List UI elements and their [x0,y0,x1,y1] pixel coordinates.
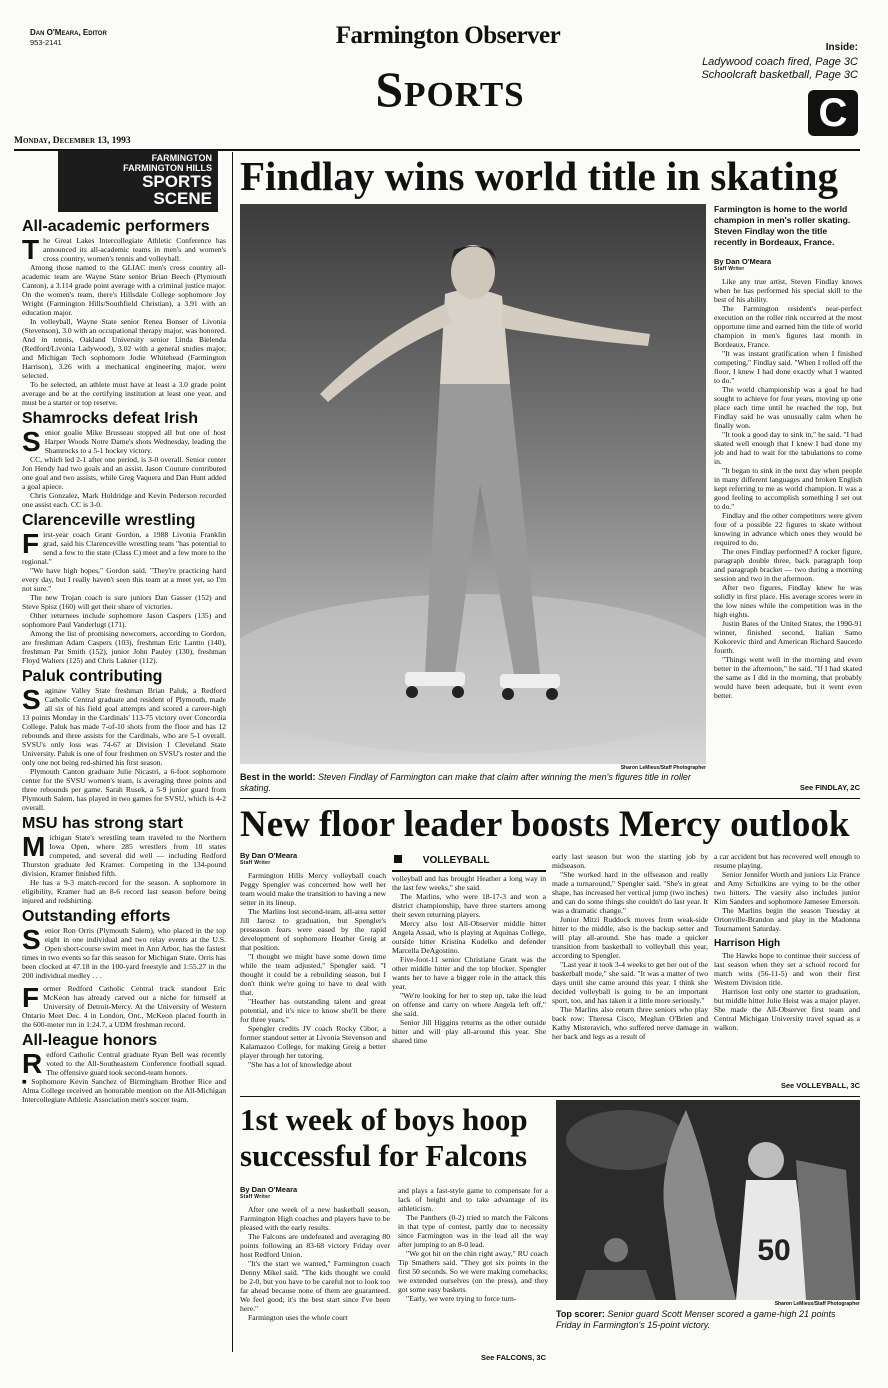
column-divider [232,152,233,1352]
skating-headline: Findlay wins world title in skating [240,153,839,199]
volleyball-label-bar [392,855,546,872]
paragraph: To be selected, an athlete must have at least a 3.0 grade point average and be at the certifying institution at least one year, and must be a starter or top reserve. [22,380,226,407]
brief-msu [22,815,226,905]
brief-headline: Paluk contributing [22,668,163,685]
paragraph: The Falcons are undefeated and averaging 80 points following an 83-68 victory Friday over host Redford Union. [240,1232,390,1259]
volleyball-label: VOLLEYBALL [422,855,490,866]
brief-body [22,428,226,509]
basketball-illustration [556,1100,860,1300]
mercy-byline: By Dan O'Meara [240,852,298,860]
skating-caption [240,772,706,794]
mercy-headline: New floor leader boosts Mercy outlook [240,804,850,845]
brief-body [22,833,226,905]
mercy-col-3 [552,852,708,1087]
paragraph: he Great Lakes Intercollegiate Athletic Conference has announced its all-academic teams in men's and women's cross country, women's tennis and volleyball. [43,236,226,263]
paragraph: CC, which led 2-1 after one period, is 3-0 overall. Senior center Jon Hendy had two goals and an assist. Jason Couture contributed one goal and two assists, while Greg Vaquera and Dan Hunt added a goal apiece. [22,455,226,491]
brief-academic [22,218,226,407]
hoop-photo [556,1100,860,1300]
mercy-col-4 [714,852,860,1077]
paragraph: "It was instant gratification when I finished competing," Findlay said. "When I rolled off the floor, I knew I had done exactly what I wanted to do." [714,349,862,385]
caption-text: Steven Findlay of Farmington can make that claim after winning the men's figures title in roller skating. [240,772,691,793]
drop-cap: F [22,982,40,1013]
caption-text: Senior guard Scott Menser scored a game-high 21 points Friday in Farmington's 15-point victory. [556,1309,836,1330]
paragraph: The ones Findlay performed? A rocker figure, paragraph double three, back paragraph loop and paragraph bracket — two during a morning session and two in the afternoon. [714,547,862,583]
section-name: Sports [375,61,525,117]
paragraph: ormer Redford Catholic Central track standout Eric McKeon has already carved out a niche for himself at University of Detroit-Mercy. At the University of Western Ontario Meet Dec. 4 in London, Ont., McKeon placed fourth in the 600-meter run in 1:24.7, a UDM freshman record. [22,984,226,1029]
paragraph: Among those named to the GLIAC men's cross country all-academic team are Wayne State senior Brian Beech (Plymouth Canton), a 3.114 grade point average with a criminal justice major. On the women's team, there's Hillsdale College sophomore Joy Wright (Farmington Hills/Southfield Christian), a 3.91 with an education major. [22,263,226,317]
brief-headline: Clarenceville wrestling [22,512,196,529]
paragraph: The Farmington resident's near-perfect execution on the roller rink occurred at the most opportune time and earned him the title of world champion in men's figures last month in Bordeaux, France. [714,304,862,349]
hoop-byline-role: Staff Writer [240,1194,271,1200]
paragraph: Five-foot-11 senior Christiane Grant was the other middle hitter and the top blocker. Spengler wants her to have a bigger role in the attack this year. [392,955,546,991]
inside-item-1: Ladywood coach fired, Page 3C [702,56,858,68]
paragraph: The Marlins begin the season Tuesday at Ortonville-Brandon and play in the Madonna Tournament Saturday. [714,906,860,933]
masthead-date: Monday, December 13, 1993 [14,136,131,146]
mercy-see-jump[interactable]: See VOLLEYBALL, 3C [780,1081,860,1090]
scene-line-1: FARMINGTON [151,153,212,163]
skating-see-jump[interactable]: See FINDLAY, 2C [799,783,860,792]
masthead [0,0,888,150]
paragraph: "She worked hard in the offseason and really made a turnaround," Spengler said. "She's in great shape, has increased her vertical jump (two inches) and can do some things she couldn't do last year. It was a dramatic change." [552,870,708,915]
brief-headline: MSU has strong start [22,815,183,832]
brief-headline: Shamrocks defeat Irish [22,410,199,427]
hoop-headline-1: 1st week of boys hoop [240,1102,528,1137]
square-bullet-icon [394,855,402,863]
scene-line-4: SCENE [153,189,212,208]
skating-byline-role: Staff Writer [714,266,745,272]
paragraph: The Panthers (0-2) tried to match the Falcons in that type of contest, partly due to necessity since Farmington was in the lead all the way after jumping to an 8-0 lead. [398,1213,548,1249]
paragraph: After two figures, Findlay knew he was solidly in first place. His average scores were in the low nines while the competition was in the high eights. [714,583,862,619]
paragraph: In volleyball, Wayne State senior Renea Bonser of Livonia (Stevenson), 3.0 with an occupational therapy major, was honored. And in tennis, Oakland University senior Linda Bielenda (Redford/Livonia Ladywood), 3.02 with a general studies major, and Michigan Tech sophomore Jodie Whitehead (Farmington Harrison), 3.26 with a mechanical engineering major, were selected. [22,317,226,380]
brief-headline: All-academic performers [22,218,210,235]
paragraph: The Marlins lost second-team, all-area setter Jill Jarosz to graduation, but Spengler's preseason fears were eased by the rapid development of sophomore Heather Greig at that position. [240,907,386,952]
drop-cap: M [22,831,46,862]
paragraph: Among the list of promising newcomers, according to Gordon, are freshman Adam Caspers (103), freshman Eric Lantto (140), freshman Pat Smith (152), junior John Pauley (130), freshman Floyd Walters (125) and Chris Lakner (112). [22,629,226,665]
drop-cap: S [22,684,41,715]
mercy-col-1 [240,852,386,1087]
brief-body [22,926,226,980]
paragraph: Senior Jennifer Worth and juniors Liz France and Amy Schulkins are vying to be the other two hitters. The varsity also includes junior Kim Sanders and sophomore Jamesee Emerson. [714,870,860,906]
paragraph: Senior Jill Higgins returns as the other outside hitter and will play all-around this year. She shared time [392,1018,546,1045]
skating-byline: By Dan O'Meara [714,257,772,266]
paragraph: Junior Mitzi Ruddock moves from weak-side hitter to the middle, also is the backup setter and will play all-around. She has made a quicker transition from basketball to volleyball this year, according to Spengler. [552,915,708,960]
paragraph: ichigan State's wrestling team traveled to the Northern Iowa Open, where 285 wrestlers from 10 states competed, and several did well — including Redford Thurston graduate Jed Kramer. Competing in the 134-pound division, Kramer finished fifth. [22,833,226,878]
paragraph: Spengler credits JV coach Rocky Cibor, a former standout setter at Livonia Stevenson and Kalamazoo College, for making Greig a better player through her tutoring. [240,1024,386,1060]
paper-name: Farmington Observer [335,22,561,49]
brief-headline: Outstanding efforts [22,908,171,925]
paragraph: "It began to sink in the next day when people in many different languages and broken English kept referring to me as world champion. It was a good feeling to accomplish something I set out to do." [714,466,862,511]
brief-paluk [22,668,226,812]
hoop-headline-2: successful for Falcons [240,1138,528,1173]
paragraph: "Heather has outstanding talent and great potential, and it's nice to know she'll be there for three years." [240,997,386,1024]
skating-deck: Farmington is home to the world champion in men's roller skating. Steven Findlay won the title recently in Bordeaux, France. [714,204,851,247]
paragraph: "Early, we were trying to force turn- [406,1294,517,1303]
drop-cap: T [22,234,40,265]
paragraph: Other returnees include sophomore Jason Caspers (135) and sophomore Paul Vanderlugt (171). [22,611,226,629]
harrison-subhead: Harrison High [714,938,781,949]
drop-cap: F [22,528,40,559]
section-rule [240,798,860,799]
section-rule [240,1096,860,1097]
brief-shamrocks [22,410,226,509]
paragraph: ■ Sophomore Kevin Sanchez of Birmingham Brother Rice and Alma College received an honorable mention on the All-Michigan Intercollegiate Athletic Association men's soccer team. [22,1077,226,1104]
paragraph: Chris Gonzalez, Mark Holdridge and Kevin Pederson recorded one assist each. CC is 3-0. [22,491,226,509]
inside-label: Inside: [825,42,858,53]
drop-cap: S [22,426,41,457]
caption-lead: Top scorer: [556,1309,605,1319]
hoop-col-2 [398,1186,548,1352]
paragraph: enior Ron Orris (Plymouth Salem), who placed in the top eight in one individual and two relay events at the U.S. Open short-course swim meet in Ann Arbor, has the fastest times in two events so far this season for Michigan State. Orris has been clocked at 47.18 in the 100-yard freestyle and 1:55.27 in the 200 individual medley . . . [22,926,226,980]
paragraph: "Last year it took 3-4 weeks to get her out of the basketball mode," she said. "It was a matter of two days until she came around this year. I think she decided volleyball is going to be an important sport, too, and has taken it a little more seriously." [552,960,708,1005]
brief-outstanding [22,908,226,1029]
section-letter: C [818,91,848,135]
paragraph: The new Trojan coach is sure juniors Dan Gasser (152) and Steve Spisz (160) will get their share of victories. [22,593,226,611]
paragraph: Findlay and the other competitors were given four of a possible 22 figures to skate without knowing in advance which ones they would be required to do. [714,511,862,547]
hoop-byline: By Dan O'Meara [240,1186,298,1194]
paragraph: "It's the start we wanted," Farmington coach Denny Mikel said. "The kids thought we could be 2-0, but you have to be careful not to look too far ahead because none of them are guaranteed. We feel good; it's the best start since I've been here." [240,1259,390,1313]
paragraph: Plymouth Canton graduate Julie Nicastri, a 6-foot sophomore center for the SVSU women's team, is averaging three points and three rebounds per game. Sarah Rusek, a 5-9 junior guard from Plymouth Salem, has played in two games for SVSU, which is 4-2 overall. [22,767,226,812]
drop-cap: S [22,924,41,955]
paragraph: and plays a fast-style game to compensate for a lack of height and to take advantage of its athleticism. [398,1186,548,1213]
scene-line-2: FARMINGTON HILLS [123,163,212,173]
caption-lead: Best in the world: [240,772,316,782]
paragraph: early last season but won the starting job by midseason. [552,852,708,870]
hoop-see-jump[interactable]: See FALCONS, 3C [480,1353,546,1362]
skating-photo [240,204,706,764]
sports-scene-box [58,150,218,212]
paragraph: "It took a good day to sink in," he said. "I had skated well enough that I knew I had done my job and had to wait for the tabulations to come in. [714,430,862,466]
brief-body [22,1050,226,1104]
paragraph: "She has a lot of knowledge about [248,1060,352,1069]
paragraph: irst-year coach Grant Gordon, a 1988 Livonia Franklin grad, said his Clarenceville wrestling team "has potential to send a few to the state (Class C) meet and a few more to the regional." [22,530,226,566]
paragraph: Mercy also lost All-Observer middle hitter Angela Assad, who is playing at Aquinas College, outside hitter Kristina Kudelko and defender Marcella DeAgostino. [392,919,546,955]
paragraph: "We got hit on the chin right away," RU coach Tip Smathers said. "They got six points in the first 50 seconds. So we were making comebacks; we extended ourselves (on the press), and they got some easy baskets. [398,1249,548,1294]
paragraph: The Marlins also return three seniors who play back row: Theresa Cisco, Meghan O'Brien and Kathy Misteravich, who suffered nerve damage in her back and legs as a result of [552,1005,708,1041]
editor-phone: 953-2141 [30,38,62,47]
paragraph: enior goalie Mike Brusseau stopped all but one of host Harper Woods Notre Dame's shots Wednesday, leading the Shamrocks to a 5-1 hockey victory. [44,428,226,455]
brief-body [22,236,226,407]
paragraph: The Hawks hope to continue their success of last season when they set a school record for match wins (56-11-5) and won their first Western Division title. [714,951,860,987]
hoop-caption [556,1309,860,1331]
paragraph: Like any true artist, Steven Findlay knows when he has performed his special skill to the best of his ability. [714,277,862,304]
left-column [22,218,226,1363]
paragraph: "We have high hopes," Gordon said. "They're practicing hard every day, but I really haven't seen this team at a meet yet, so I'm not sure." [22,566,226,593]
skating-text-column [714,204,862,794]
mercy-byline-role: Staff Writer [240,860,271,866]
drop-cap: R [22,1048,43,1079]
paragraph: "We're looking for her to step up, take the lead on offense and carry on where Angela left off," she said. [392,991,546,1018]
inside-item-2: Schoolcraft basketball, Page 3C [701,69,858,81]
paragraph: The world championship was a goal he had sought to achieve for four years, moving up one place each time until he reached the top, but Findlay said he was unusually calm when he finally won. [714,385,862,430]
paragraph: Justin Bates of the United States, the 1990-91 winner, finished second, Italian Samo Kokorevic third and American Richard Saucedo fourth. [714,619,862,655]
brief-body [22,530,226,665]
paragraph: He has a 9-3 match-record for the season. A sophomore in eligibility, Kramer had an 8-6 record last season before being injured and redshirting. [22,878,226,905]
scene-line-3: SPORTS [142,172,212,191]
skater-illustration [240,204,706,764]
brief-all-league [22,1032,226,1104]
hoop-col-1 [240,1186,390,1362]
paragraph: Farmington Hills Mercy volleyball coach Peggy Spengler was concerned how well her team would make the transition to having a new setter in its lineup. [240,871,386,907]
paragraph: Farmington uses the whole court [248,1313,348,1322]
paragraph: edford Catholic Central graduate Ryan Bell was recently voted to the All-Southeastern Conference football squad. The offensive guard took second-team honors. [46,1050,226,1077]
skating-photo-credit: Sharon LeMieux/Staff Photographer [620,765,706,771]
mercy-col-2 [392,874,546,1087]
paragraph: "Things went well in the morning and even better in the afternoon," he said. "If I had skated the same as I did in the morning, that probably would have been adequate, but it went even better. [714,655,862,700]
hoop-photo-credit: Sharon LeMieux/Staff Photographer [774,1301,860,1307]
paragraph: "I thought we might have some down time while the team adjusted," Spengler said. "I thought it could be a rebuilding season, but I don't think we're going to have to deal with that. [240,952,386,997]
paragraph: a car accident but has recovered well enough to resume playing. [714,852,860,870]
brief-headline: All-league honors [22,1032,158,1049]
paragraph: volleyball and has brought Heather a long way in the last few weeks," she said. [392,874,546,892]
paragraph: The Marlins, who were 18-17-3 and won a district championship, have three starters among their seven returning players. [392,892,546,919]
paragraph: After one week of a new basketball season, Farmington High coaches and players have to be pleased with the early results. [240,1205,390,1232]
brief-body [22,686,226,812]
brief-clarenceville [22,512,226,665]
brief-body [22,984,226,1029]
paragraph: Harrison lost only one starter to graduation, but middle hitter Julie Heist was a major player. She made the All-Observer first team and Central Michigan University travel squad as a walkon. [714,987,860,1032]
editor-name: Dan O'Meara, Editor [30,28,107,37]
paragraph: aginaw Valley State freshman Brian Paluk, a Redford Catholic Central graduate and resident of Plymouth, made all six of his field goal attempts and scored a career-high 13 points Monday in the Cardinals' 113-75 victory over Concordia College. Paluk has made 7-of-10 shots from the floor and has 12 rebounds and three assists for the Cardinals, who are 5-1 overall. SVSU's only loss was 74-67 at Division I Cleveland State University. Paluk is one of four freshmen on SVSU's roster and the only one not being red-shirted his first season. [22,686,226,767]
jersey-number: 50 [757,1234,791,1267]
